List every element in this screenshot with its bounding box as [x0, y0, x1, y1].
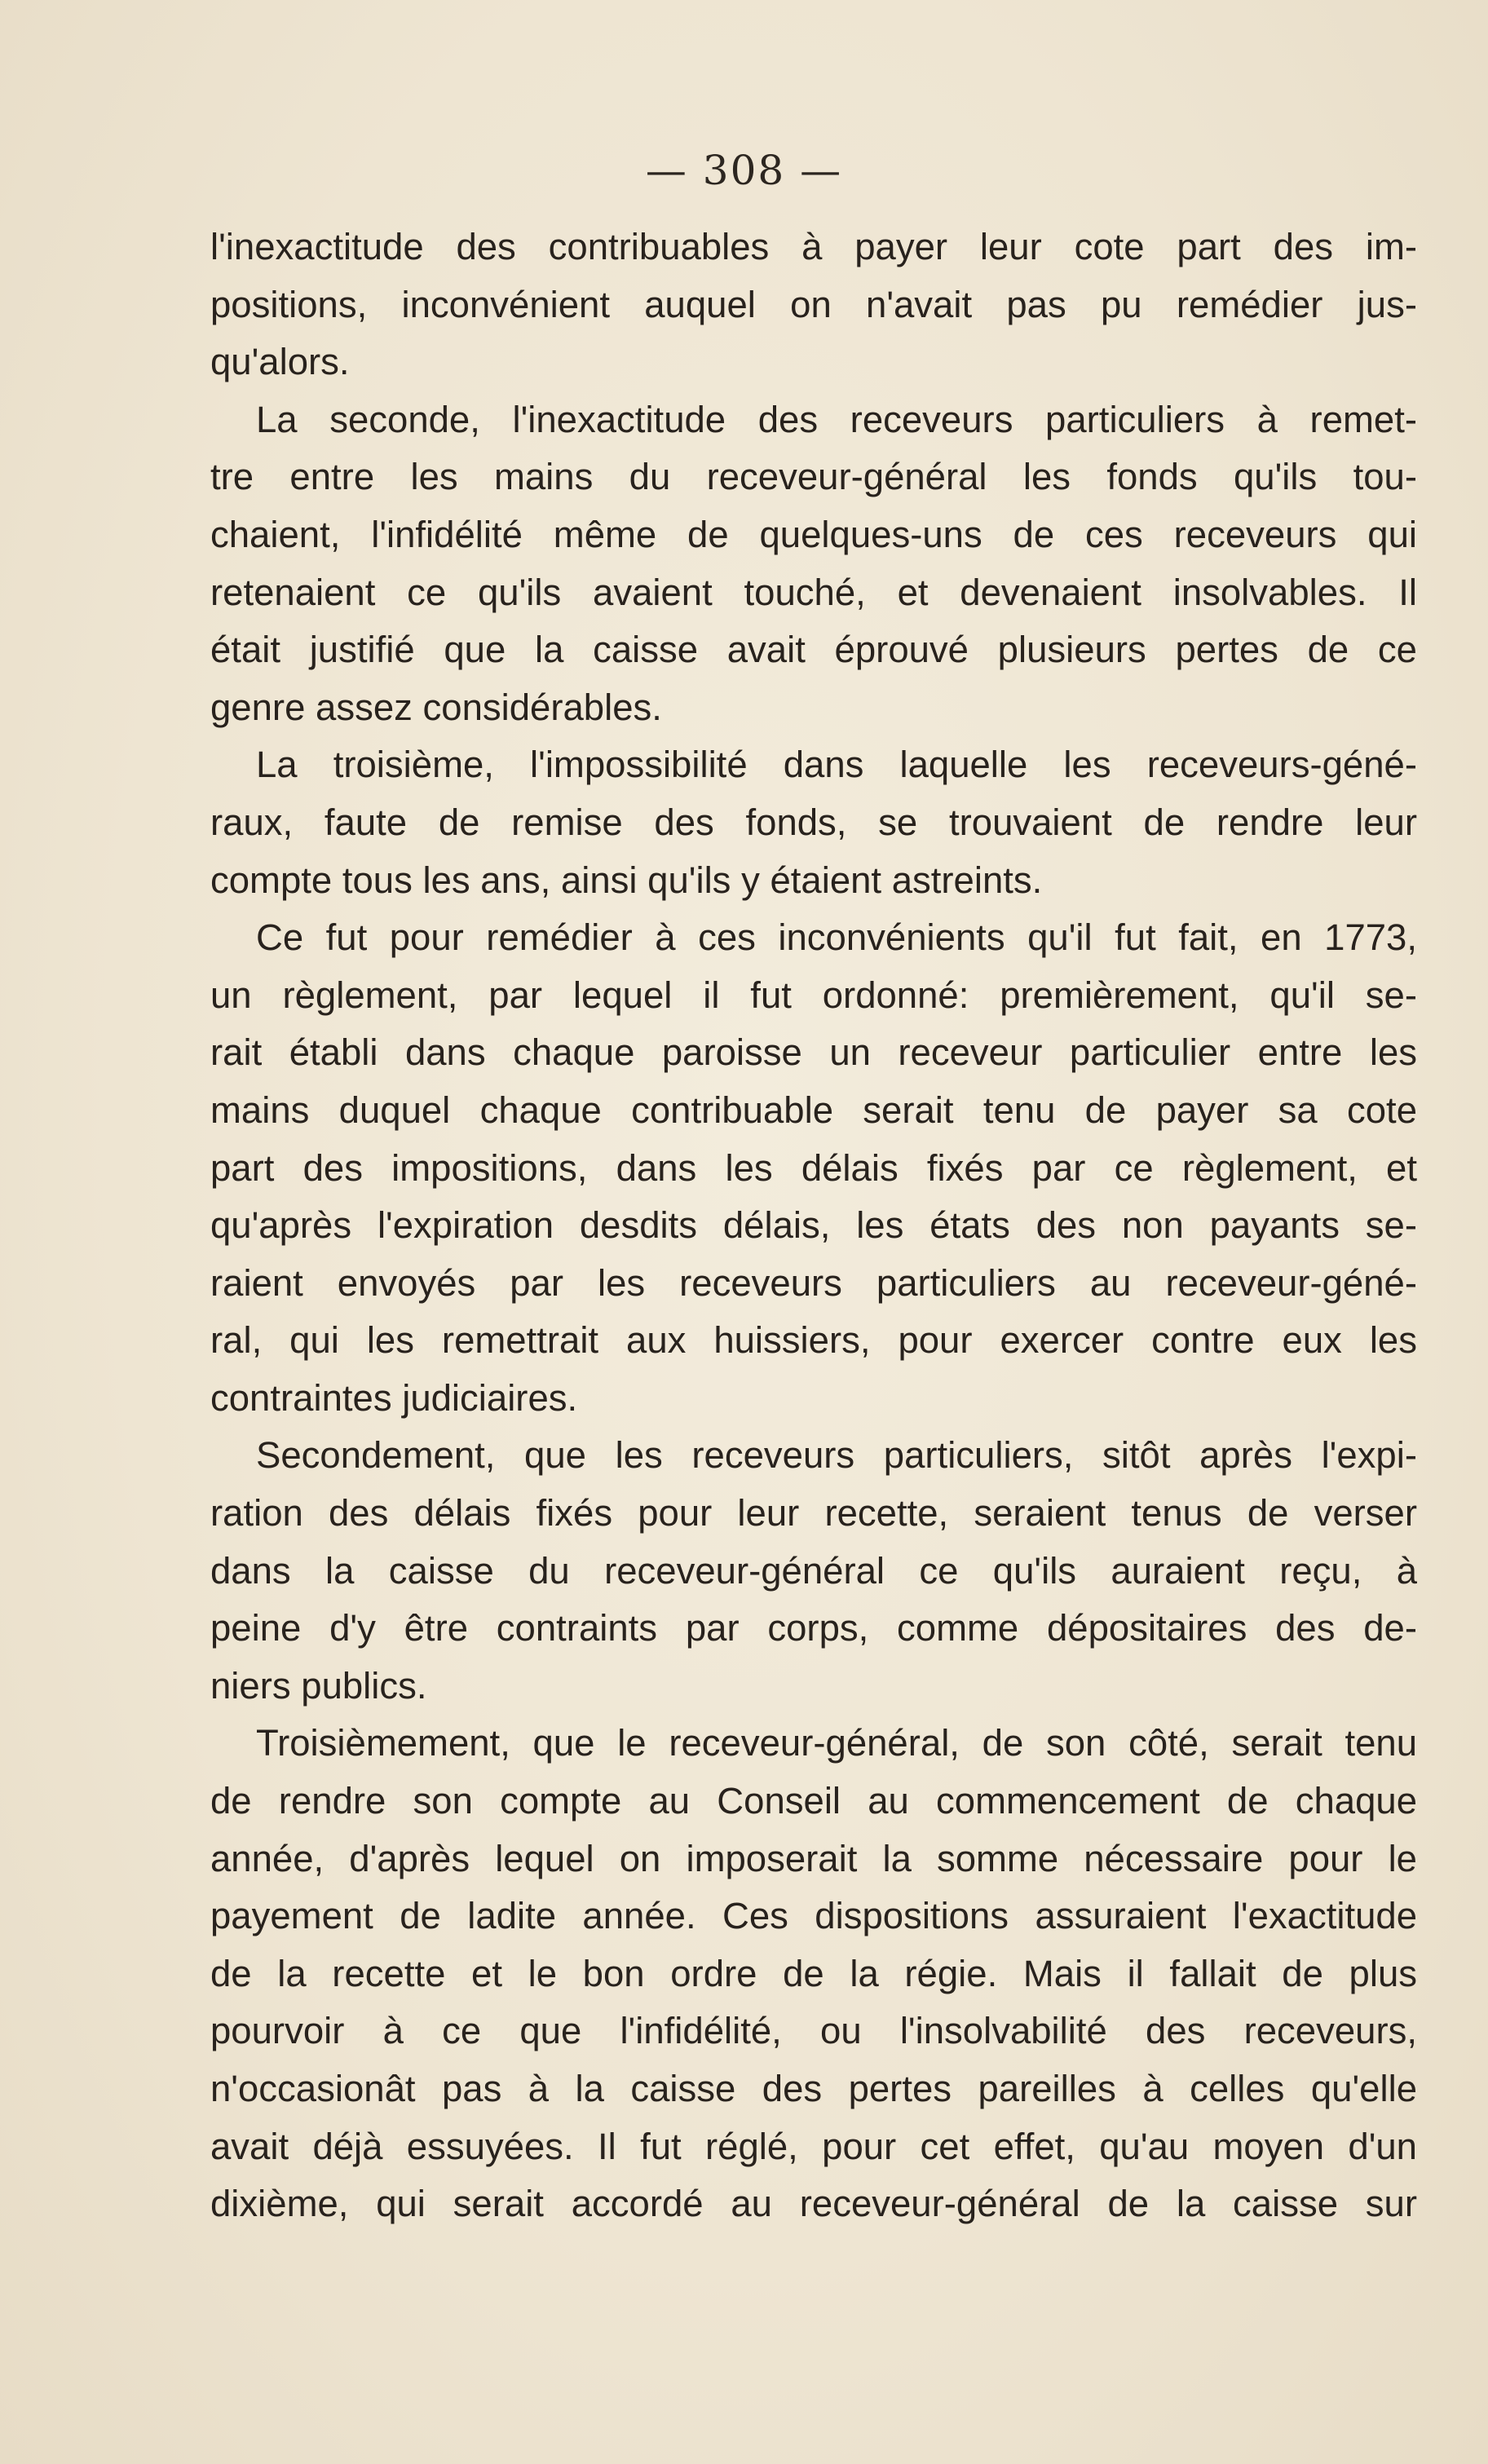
text-line: part des impositions, dans les délais fixés par ce règlement, et — [210, 1146, 1417, 1189]
text-line: retenaient ce qu'ils avaient touché, et devenaient insolvables. Il — [210, 571, 1417, 613]
text-line: compte tous les ans, ainsi qu'ils y étaient astreints. — [210, 859, 1043, 901]
text-line: Ce fut pour remédier à ces inconvénients qu'il fut fait, en 1773, — [256, 916, 1417, 959]
text-line: payement de ladite année. Ces dispositions assuraient l'exactitude — [210, 1895, 1417, 1937]
text-line: Secondement, que les receveurs particuliers, sitôt après l'expi- — [256, 1434, 1417, 1477]
page-number: — 308 — — [645, 147, 843, 194]
text-line: dans la caisse du receveur-général ce qu'ils auraient reçu, à — [210, 1549, 1417, 1592]
body-text — [210, 219, 1417, 2233]
text-line: raient envoyés par les receveurs particuliers au receveur-géné- — [210, 1261, 1417, 1304]
text-line: tre entre les mains du receveur-général les fonds qu'ils tou- — [210, 456, 1417, 498]
text-line: n'occasionât pas à la caisse des pertes pareilles à celles qu'elle — [210, 2068, 1417, 2109]
text-line: chaient, l'infidélité même de quelques-uns de ces receveurs qui — [210, 513, 1417, 555]
text-line: avait déjà essuyées. Il fut réglé, pour cet effet, qu'au moyen d'un — [210, 2125, 1417, 2167]
text-line: raux, faute de remise des fonds, se trouvaient de rendre leur — [210, 801, 1417, 843]
text-line: positions, inconvénient auquel on n'avait pas pu remédier jus- — [210, 283, 1417, 325]
text-line: un règlement, par lequel il fut ordonné: premièrement, qu'il se- — [210, 974, 1417, 1016]
text-line: niers publics. — [210, 1664, 427, 1707]
text-line: ral, qui les remettrait aux huissiers, pour exercer contre eux les — [210, 1319, 1417, 1362]
text-line: La troisième, l'impossibilité dans laquelle les receveurs-géné- — [256, 744, 1417, 786]
text-line: rait établi dans chaque paroisse un receveur particulier entre les — [210, 1031, 1417, 1074]
text-line: année, d'après lequel on imposerait la somme nécessaire pour le — [210, 1837, 1417, 1879]
text-line: ration des délais fixés pour leur recette, seraient tenus de verser — [210, 1492, 1417, 1534]
text-line: de rendre son compte au Conseil au commencement de chaque — [210, 1780, 1417, 1822]
text-line: dixième, qui serait accordé au receveur-général de la caisse sur — [210, 2183, 1417, 2225]
text-line: Troisièmement, que le receveur-général, de son côté, serait tenu — [256, 1722, 1417, 1764]
text-line: genre assez considérables. — [210, 686, 662, 728]
text-line: était justifié que la caisse avait éprouvé plusieurs pertes de ce — [210, 629, 1417, 671]
text-line: qu'après l'expiration desdits délais, les états des non payants se- — [210, 1204, 1417, 1247]
text-line: peine d'y être contraints par corps, comme dépositaires des de- — [210, 1607, 1417, 1649]
text-line: La seconde, l'inexactitude des receveurs particuliers à remet- — [256, 398, 1417, 440]
text-line: mains duquel chaque contribuable serait tenu de payer sa cote — [210, 1088, 1417, 1131]
text-line: contraintes judiciaires. — [210, 1376, 578, 1419]
text-line: de la recette et le bon ordre de la régie. Mais il fallait de plus — [210, 1952, 1417, 1994]
text-line: l'inexactitude des contribuables à payer leur cote part des im- — [210, 226, 1417, 267]
text-line: qu'alors. — [210, 341, 350, 383]
text-line: pourvoir à ce que l'infidélité, ou l'insolvabilité des receveurs, — [210, 2010, 1417, 2052]
